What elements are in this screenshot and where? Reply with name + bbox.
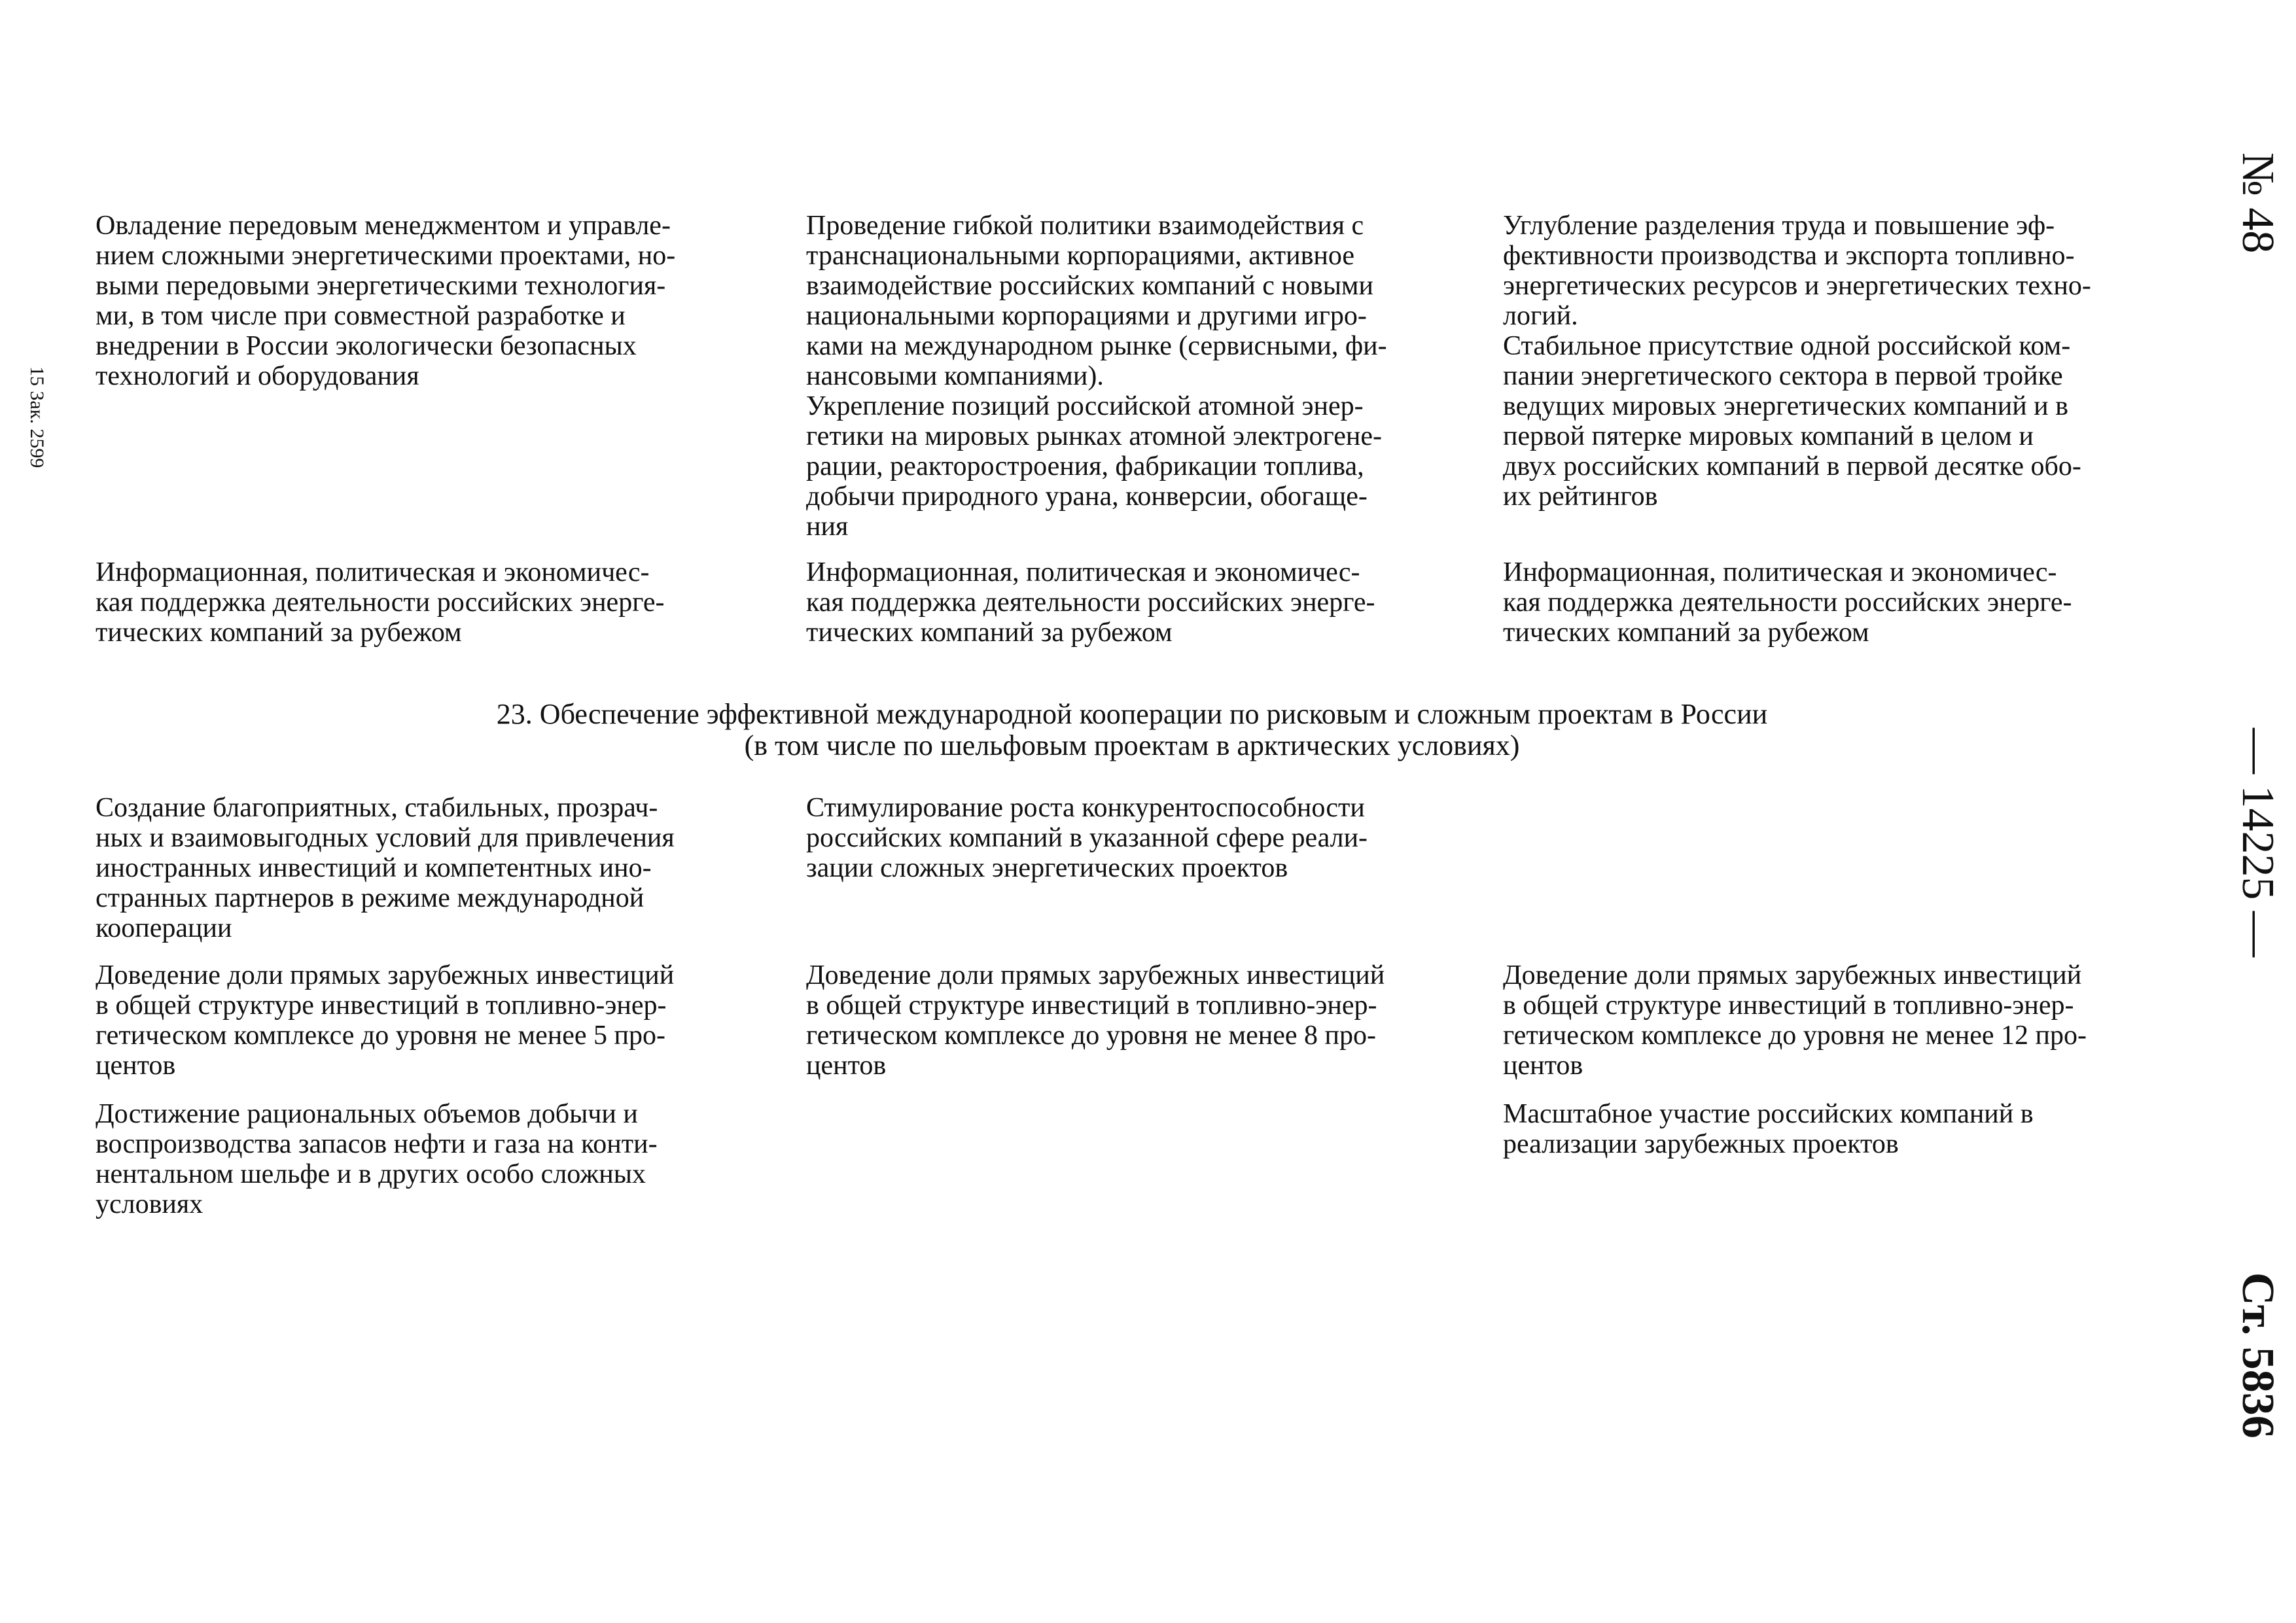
table-cell-r3-c1: Создание благоприятных, стабильных, прозрач- ных и взаимовыгодных условий для привлечения иностранных инвестиций и компетентных ино- странных партнеров в режиме международной кооперации [96, 793, 675, 943]
table-cell-r2-c1: Информационная, политическая и экономичес- кая поддержка деятельности российских энерге- тических компаний за рубежом [96, 557, 665, 648]
print-order-note: 15 Зак. 2599 [26, 366, 48, 468]
table-cell-r2-c2: Информационная, политическая и экономичес- кая поддержка деятельности российских энерге- тических компаний за рубежом [806, 557, 1375, 648]
table-cell-r5-c3: Масштабное участие российских компаний в реализации зарубежных проектов [1503, 1099, 2034, 1159]
table-cell-r4-c2: Доведение доли прямых зарубежных инвестиций в общей структуре инвестиций в топливно-энер- гетическом комплексе до уровня не менее 8 про- центов [806, 960, 1385, 1081]
table-cell-r2-c3: Информационная, политическая и экономичес- кая поддержка деятельности российских энерге- тических компаний за рубежом [1503, 557, 2072, 648]
table-cell-r1-c2: Проведение гибкой политики взаимодействия с транснациональными корпорациями, активное взаимодействие российских компаний с новыми национальными корпорациями и другими игро- ками на международном рынке (сервисными, фи- нансовыми компаниями). Укрепление позиций российской атомной энер- гетики на мировых рынках атомной электрогене- рации, реакторостроения, фабрикации топлива, добычи природного урана, конверсии, обогаще- ния [806, 211, 1387, 542]
table-cell-r4-c1: Доведение доли прямых зарубежных инвестиций в общей структуре инвестиций в топливно-энер- гетическом комплексе до уровня не менее 5 про- центов [96, 960, 675, 1081]
table-cell-r4-c3: Доведение доли прямых зарубежных инвестиций в общей структуре инвестиций в топливно-энер- гетическом комплексе до уровня не менее 12 про- центов [1503, 960, 2087, 1081]
section-heading: 23. Обеспечение эффективной международной кооперации по рисковым и сложным проектам в России (в том числе по шельфовым проектам в арктических условиях) [496, 698, 1768, 761]
table-cell-r1-c3: Углубление разделения труда и повышение эф- фективности производства и экспорта топливно- энергетических ресурсов и энергетических техно- логий. Стабильное присутствие одной российской ком- пании энергетического сектора в первой тройке ведущих мировых энергетических компаний и в первой пятерке мировых компаний в целом и двух российских компаний в первой десятке обо- их рейтингов [1503, 211, 2091, 512]
issue-number: № 48 [2233, 152, 2283, 254]
table-cell-r5-c1: Достижение рациональных объемов добычи и воспроизводства запасов нефти и газа на конти- нентальном шельфе и в других особо сложных условиях [96, 1099, 658, 1219]
article-number: Ст. 5836 [2233, 1272, 2283, 1439]
page-number: — 14225 — [2233, 728, 2283, 957]
table-cell-r3-c2: Стимулирование роста конкурентоспособности российских компаний в указанной сфере реали- зации сложных энергетических проектов [806, 793, 1368, 883]
table-cell-r1-c1: Овладение передовым менеджментом и управле- нием сложными энергетическими проектами, но- выми передовыми энергетическими технология- ми, в том числе при совместной разработке и внедрении в России экологически безопасных технологий и оборудования [96, 211, 676, 391]
